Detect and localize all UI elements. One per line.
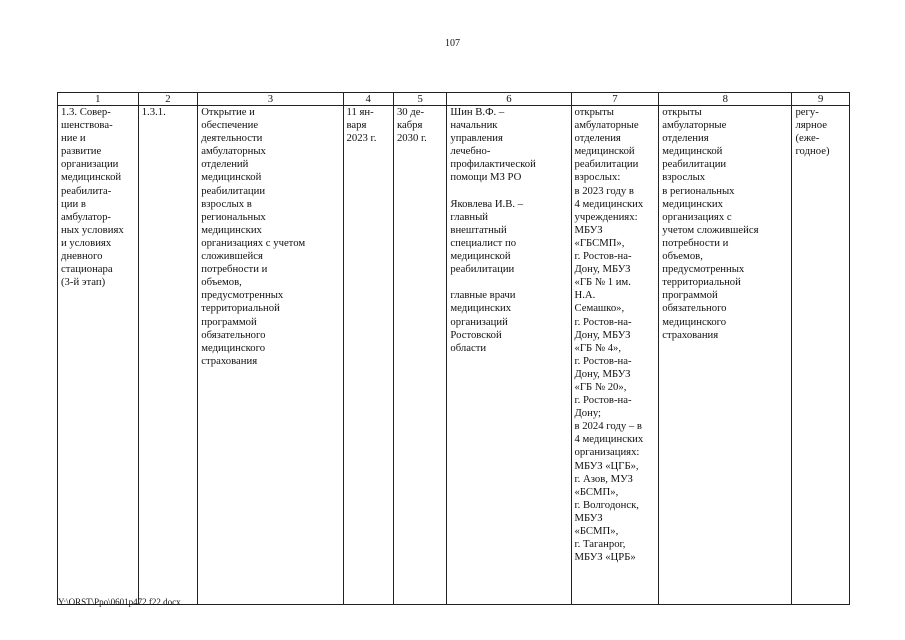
measures-table (57, 92, 850, 605)
column-number: 9 (792, 93, 850, 106)
responsible-cell: Шин В.Ф. – начальник управления лечебно- профилактической помощи МЗ РО Яковлева И.В. – главный внештатный специалист по медицинской реабилитации главные врачи медицинских организаций Ростовской области (447, 106, 571, 605)
table-row (58, 106, 850, 605)
end-date-cell: 30 де- кабря 2030 г. (393, 106, 446, 605)
column-number: 7 (571, 93, 659, 106)
column-number: 1 (58, 93, 139, 106)
frequency-cell: регу- лярное (еже- годное) (792, 106, 850, 605)
column-number: 4 (343, 93, 393, 106)
column-number-row (58, 93, 850, 106)
start-date-cell: 11 ян- варя 2023 г. (343, 106, 393, 605)
result-cell: открыты амбулаторные отделения медицинской реабилитации взрослых: в 2023 году в 4 медицинских учреждениях: МБУЗ «ГБСМП», г. Ростов-на- Дону, МБУЗ «ГБ № 1 им. Н.А. Семашко», г. Ростов-на- Дону, МБУЗ «ГБ № 4», г. Ростов-на- Дону, МБУЗ «ГБ № 20», г. Ростов-на- Дону; в 2024 году – в 4 медицинских организациях: МБУЗ «ЦГБ», г. Азов, МУЗ «БСМП», г. Волгодонск, МБУЗ «БСМП», г. Таганрог, МБУЗ «ЦРБ» (571, 106, 659, 605)
column-number: 5 (393, 93, 446, 106)
measure-description-cell: Открытие и обеспечение деятельности амбулаторных отделений медицинской реабилитации взрослых в региональных медицинских организациях с учетом сложившейся потребности и объемов, предусмотренных территориальной программой обязательного медицинского страхования (198, 106, 343, 605)
measure-number-cell: 1.3.1. (138, 106, 198, 605)
file-path: Y:\ORST\Ppo\0601p472.f22.docx (58, 597, 181, 607)
column-number: 2 (138, 93, 198, 106)
column-number: 6 (447, 93, 571, 106)
column-number: 8 (659, 93, 792, 106)
expected-result-cell: открыты амбулаторные отделения медицинской реабилитации взрослых в региональных медицинских организациях с учетом сложившейся потребности и объемов, предусмотренных территориальной программой обязательного медицинского страхования (659, 106, 792, 605)
column-number: 3 (198, 93, 343, 106)
task-name-cell: 1.3. Совер- шенствова- ние и развитие организации медицинской реабилита- ции в амбулатор- ных условиях и условиях дневного стационара (3-й этап) (58, 106, 139, 605)
page-number: 107 (445, 38, 460, 49)
